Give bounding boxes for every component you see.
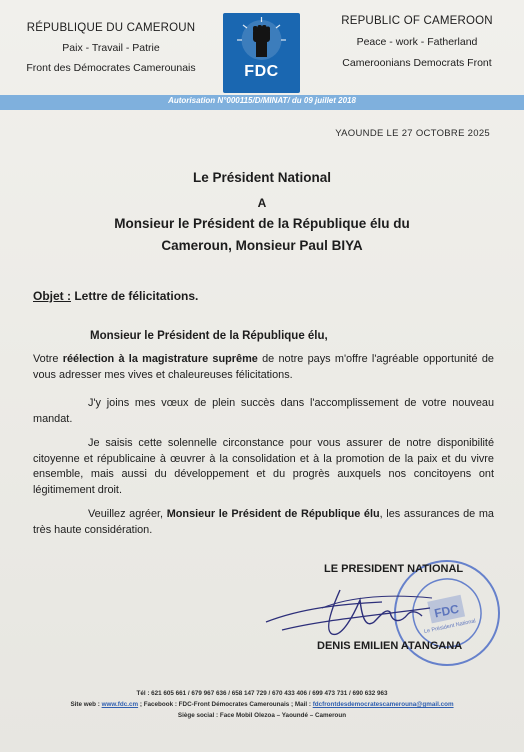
date-line: YAOUNDE LE 27 OCTOBRE 2025	[335, 128, 490, 139]
p1-text-b: de notre pays m'offre l'agréable opportunité de vous adresser mes vives et chaleureuses félicitations.	[33, 353, 494, 381]
web-label: Site web :	[70, 701, 102, 708]
country-en: REPUBLIC OF CAMEROON	[341, 15, 493, 27]
footer-seat: Siège social : Face Mobil Olezoa – Yaoundé – Cameroun	[177, 712, 347, 719]
paragraph-4	[33, 507, 494, 538]
p4-text-a: Veuillez agréer,	[88, 508, 167, 520]
subject-line	[33, 289, 198, 303]
letterhead-right	[318, 11, 516, 74]
letterhead-left	[6, 18, 216, 78]
website-link[interactable]: www.fdc.cm	[101, 701, 139, 708]
recipient-line-2: Cameroun, Monsieur Paul BIYA	[161, 238, 363, 253]
paragraph-2	[33, 396, 494, 427]
facebook-mail-label: ; Facebook : FDC-Front Démocrates Camerounais ; Mail :	[138, 701, 311, 708]
authorization-text: Autorisation N°000115/D/MINAT/ du 09 juillet 2018	[168, 96, 356, 105]
country-fr: RÉPUBLIQUE DU CAMEROUN	[26, 22, 196, 34]
signatory-name: DENIS EMILIEN ATANGANA	[317, 640, 463, 652]
subject-text: Lettre de félicitations.	[74, 289, 199, 303]
stamp-text: FDC	[433, 601, 461, 621]
p3-text: Je saisis cette solennelle circonstance pour vous assurer de notre disponibilité citoyenne et républicaine à œuvrer à la consolidation et à la promotion de la paix et du vivre ensemble, mais aussi du développement et du progrès auxquels nos concitoyens ont légitimement droit.	[33, 437, 494, 496]
subject-label: Objet :	[33, 289, 71, 303]
email-link[interactable]: fdcfrontdesdemocratescamerouna@gmail.com	[312, 701, 454, 708]
raised-fist-icon	[223, 13, 300, 93]
p1-bold: réélection à la magistrature suprême	[62, 353, 258, 365]
handwritten-signature	[262, 578, 437, 648]
p2-text: J'y joins mes vœux de plein succès dans l'accomplissement de votre nouveau mandat.	[33, 397, 494, 425]
p4-bold: Monsieur le Président de République élu	[166, 508, 380, 520]
p1-text-a: Votre	[33, 353, 63, 365]
to-marker: A	[257, 196, 267, 210]
footer-contacts	[0, 701, 524, 708]
recipient-line-1: Monsieur le Président de la République élu du	[114, 216, 410, 231]
paragraph-1	[33, 352, 494, 383]
party-en: Cameroonians Democrats Front	[342, 57, 492, 69]
salutation: Monsieur le Président de la République élu,	[90, 330, 328, 342]
motto-fr: Paix - Travail - Patrie	[62, 42, 160, 54]
paragraph-3	[33, 436, 494, 498]
logo-text: FDC	[244, 63, 279, 80]
motto-en: Peace - work - Fatherland	[356, 36, 478, 48]
footer-phones: Tél : 621 605 661 / 679 967 636 / 658 147 729 / 670 433 406 / 699 473 731 / 690 632 963	[136, 690, 388, 697]
party-fr: Front des Démocrates Camerounais	[26, 62, 196, 74]
stamp-sub: Le Président National	[423, 618, 477, 636]
signatory-title: LE PRESIDENT NATIONAL	[324, 563, 464, 575]
fdc-logo	[223, 13, 300, 93]
authorization-band	[0, 95, 524, 110]
sender-title: Le Président National	[192, 170, 332, 185]
p4-text-b: , les assurances de ma très haute considération.	[33, 508, 494, 536]
